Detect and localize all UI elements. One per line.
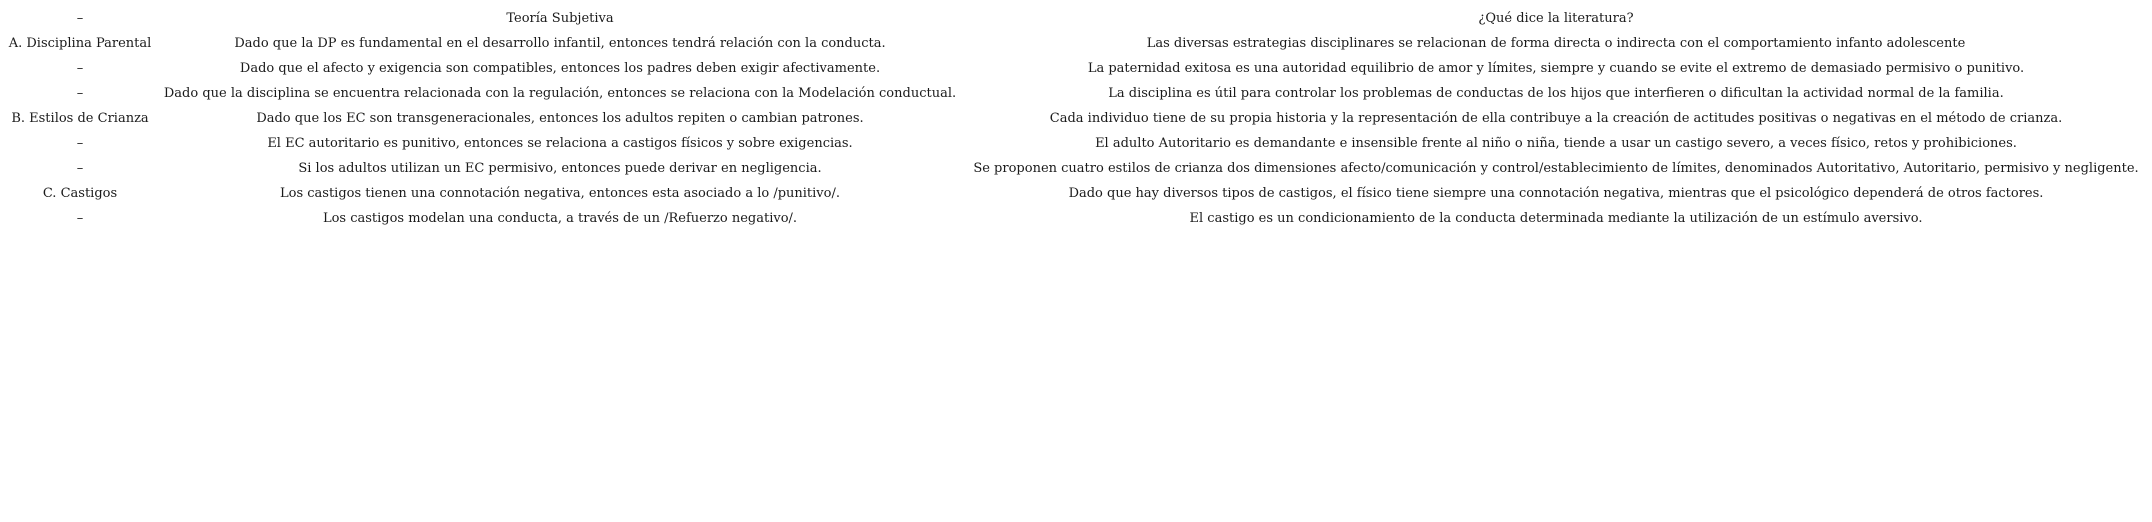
table-row xyxy=(0,56,2152,81)
header-cell-category: – xyxy=(76,11,84,26)
category-cell: – xyxy=(76,211,84,226)
category-cell: C. Castigos xyxy=(42,186,118,201)
table-row xyxy=(0,31,2152,56)
literature-cell: Las diversas estrategias disciplinares se relacionan de forma directa o indirecta con el comportamiento infanto adolescente xyxy=(1146,36,1966,51)
category-cell: – xyxy=(76,61,84,76)
subjective-theory-cell: Los castigos modelan una conducta, a través de un /Refuerzo negativo/. xyxy=(322,211,798,226)
subjective-theory-cell: Dado que los EC son transgeneracionales, entonces los adultos repiten o cambian patrones. xyxy=(256,111,864,126)
subjective-theory-cell: Dado que la DP es fundamental en el desarrollo infantil, entonces tendrá relación con la conducta. xyxy=(234,36,886,51)
subjective-theory-cell: Dado que el afecto y exigencia son compatibles, entonces los padres deben exigir afectivamente. xyxy=(239,61,881,76)
subjective-theory-cell: Dado que la disciplina se encuentra relacionada con la regulación, entonces se relaciona con la Modelación conductual. xyxy=(163,86,957,101)
table-row xyxy=(0,181,2152,206)
table-row xyxy=(0,81,2152,106)
literature-cell: Cada individuo tiene de su propia historia y la representación de ella contribuye a la creación de actitudes positivas o negativas en el método de crianza. xyxy=(1049,111,2063,126)
theory-comparison-table xyxy=(0,6,2152,231)
category-cell: B. Estilos de Crianza xyxy=(11,111,149,126)
table-row xyxy=(0,131,2152,156)
literature-cell: La paternidad exitosa es una autoridad equilibrio de amor y límites, siempre y cuando se evite el extremo de demasiado permisivo o punitivo. xyxy=(1087,61,2025,76)
subjective-theory-cell: Los castigos tienen una connotación negativa, entonces esta asociado a lo /punitivo/. xyxy=(279,186,840,201)
literature-cell: La disciplina es útil para controlar los problemas de conductas de los hijos que interfieren o dificultan la actividad normal de la familia. xyxy=(1108,86,2004,101)
header-cell-literature: ¿Qué dice la literatura? xyxy=(1478,11,1634,26)
literature-cell: Dado que hay diversos tipos de castigos, el físico tiene siempre una connotación negativa, mientras que el psicológico dependerá de otros factores. xyxy=(1068,186,2044,201)
category-cell: – xyxy=(76,136,84,151)
subjective-theory-cell: Si los adultos utilizan un EC permisivo, entonces puede derivar en negligencia. xyxy=(298,161,822,176)
subjective-theory-cell: El EC autoritario es punitivo, entonces se relaciona a castigos físicos y sobre exigencias. xyxy=(267,136,853,151)
category-cell: A. Disciplina Parental xyxy=(8,36,152,51)
literature-cell: El adulto Autoritario es demandante e insensible frente al niño o niña, tiende a usar un castigo severo, a veces físico, retos y prohibiciones. xyxy=(1095,136,2017,151)
category-cell: – xyxy=(76,86,84,101)
document-page xyxy=(0,6,2152,231)
table-row xyxy=(0,156,2152,181)
literature-cell: El castigo es un condicionamiento de la conducta determinada mediante la utilización de un estímulo aversivo. xyxy=(1189,211,1923,226)
table-row xyxy=(0,106,2152,131)
table-header-row xyxy=(0,6,2152,31)
category-cell: – xyxy=(76,161,84,176)
literature-cell: Se proponen cuatro estilos de crianza dos dimensiones afecto/comunicación y control/establecimiento de límites, denominados Autoritativo, Autoritario, permisivo y negligente. xyxy=(973,161,2139,176)
table-row xyxy=(0,206,2152,231)
header-cell-subjective-theory: Teoría Subjetiva xyxy=(506,11,614,26)
